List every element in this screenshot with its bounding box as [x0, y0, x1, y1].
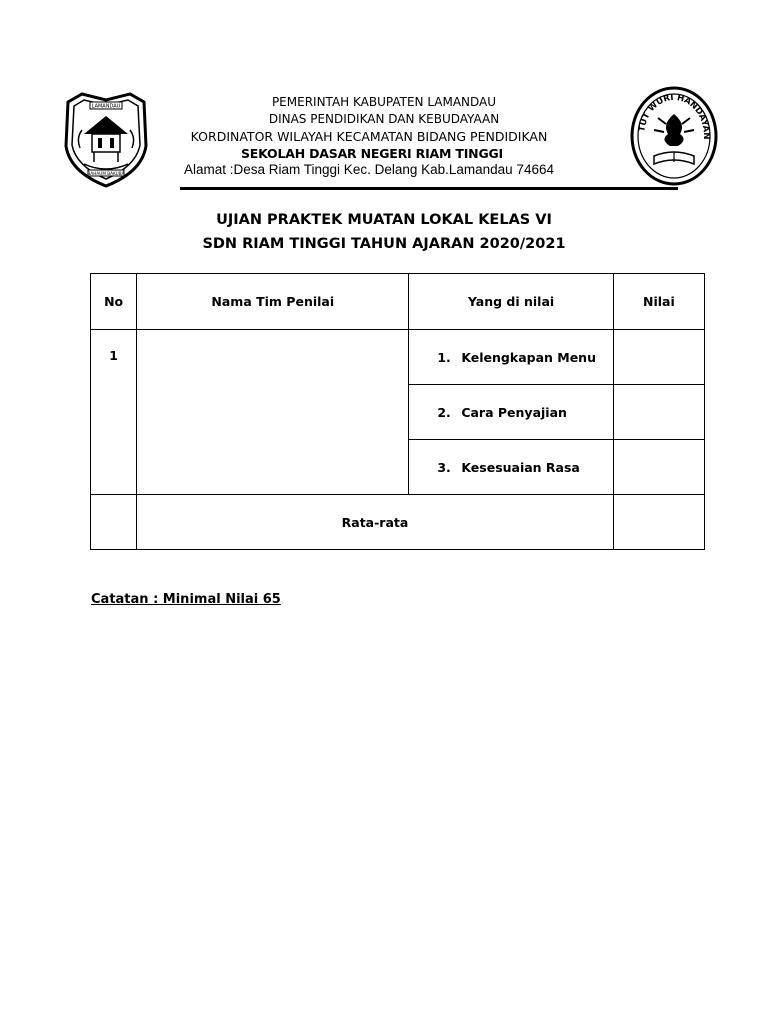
- assessment-table: [90, 273, 705, 550]
- header-nilai: Nilai: [613, 274, 704, 330]
- header-no: No: [91, 274, 137, 330]
- emblem-bottom-text: BAHAUM BAKUBA: [87, 171, 125, 176]
- criterion-label: Cara Penyajian: [461, 404, 567, 420]
- header-address: Alamat :Desa Riam Tinggi Kec. Delang Kab.Lamandau 74664: [184, 162, 554, 177]
- criterion-label: Kesesuaian Rasa: [461, 459, 580, 475]
- emblem-motto-text: TUT WURI HANDAYAN: [637, 92, 712, 140]
- average-label: Rata-rata: [137, 495, 614, 550]
- criterion-label: Kelengkapan Menu: [461, 349, 596, 365]
- assessor-name-cell: [137, 330, 409, 495]
- criterion-number: 1.: [437, 349, 451, 365]
- header-school-name: SEKOLAH DASAR NEGERI RIAM TINGGI: [240, 146, 504, 161]
- criterion-number: 2.: [437, 404, 451, 420]
- score-cell: [613, 330, 704, 385]
- document-subtitle: SDN RIAM TINGGI TAHUN AJARAN 2020/2021: [202, 236, 566, 252]
- emblem-top-text: LAMANDAU: [91, 103, 121, 110]
- minimum-score-note: Catatan : Minimal Nilai 65: [91, 592, 281, 607]
- criterion-item: [409, 385, 613, 440]
- header-nama-tim-penilai: Nama Tim Penilai: [137, 274, 409, 330]
- document-title: UJIAN PRAKTEK MUATAN LOKAL KELAS VI: [216, 212, 552, 228]
- header-government: PEMERINTAH KABUPATEN LAMANDAU: [271, 95, 497, 109]
- average-no-cell: [91, 495, 137, 550]
- average-row: [91, 495, 705, 550]
- average-score-cell: [613, 495, 704, 550]
- header-coordinator: KORDINATOR WILAYAH KECAMATAN BIDANG PENDIDIKAN: [190, 129, 548, 144]
- header-divider: [180, 187, 678, 190]
- criterion-item: [409, 440, 613, 495]
- table-header-row: [91, 274, 705, 330]
- row-number: 1: [91, 330, 137, 495]
- score-cell: [613, 385, 704, 440]
- header-yang-di-nilai: Yang di nilai: [409, 274, 613, 330]
- criterion-item: [409, 330, 613, 385]
- table-row: [91, 330, 705, 385]
- score-cell: [613, 440, 704, 495]
- header-department: DINAS PENDIDIKAN DAN KEBUDAYAAN: [268, 112, 500, 126]
- criterion-number: 3.: [437, 459, 451, 475]
